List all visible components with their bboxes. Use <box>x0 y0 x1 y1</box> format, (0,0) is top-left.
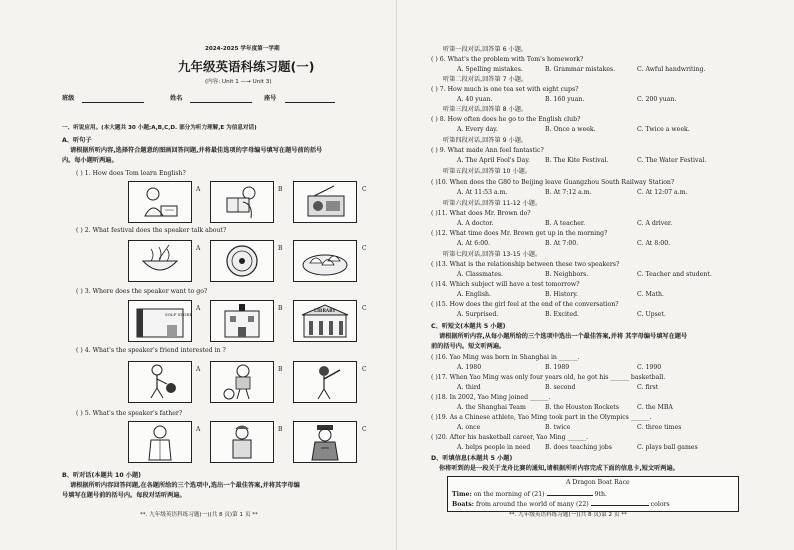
info-card <box>447 476 739 512</box>
dialog-2-heading: 听第二段对话,回答第 7 小题。 <box>443 76 528 83</box>
option-a-label: A <box>196 305 201 312</box>
question-2: ( ) 2. What festival does the speaker talk about? <box>76 227 227 234</box>
page-footer: **. 九年级英语科练习题(一)(共 8 页)第 1 页 ** <box>140 512 258 518</box>
content-range: (内容: Unit 1 —→ Unit 3) <box>205 79 272 85</box>
q9-option-b: B. The Kite Festival. <box>545 157 609 164</box>
q16-option-c: C. 1990 <box>637 364 662 371</box>
dialog-4-heading: 听第四段对话,回答第 9 小题。 <box>443 137 528 144</box>
section-a-instructions-2: 内。每小题听两遍。 <box>62 157 118 164</box>
section-c-heading: C、听短文(本题共 5 小题) <box>431 323 506 330</box>
blank-21[interactable] <box>547 489 593 496</box>
q2-picture-c-dumplings[interactable] <box>293 240 357 282</box>
q14-option-b: B. History. <box>545 291 578 298</box>
question-15: ( )15. How does the girl feel at the end of the conversation? <box>431 301 619 308</box>
card-boats-end: colors <box>650 501 670 508</box>
question-12: ( )12. What time does Mr. Brown get up in the morning? <box>431 230 608 237</box>
q18-option-b: B. the Houston Rockets <box>545 404 619 411</box>
q9-option-c: C. The Water Festival. <box>637 157 707 164</box>
question-6: ( ) 6. What's the problem with Tom's homework? <box>431 56 584 63</box>
option-a-label: A <box>196 366 201 373</box>
name-field[interactable] <box>190 102 252 103</box>
dialog-5-heading: 听第五段对话,回答第 10 小题。 <box>443 168 532 175</box>
section-c-instructions-1: 请根据所听内容,从每小题所给的三个选项中选出一个最佳答案,并将 其字母编号填写在题号 <box>439 333 688 340</box>
school-year: 2024-2025 学年度第一学期 <box>205 46 280 52</box>
question-14: ( )14. Which subject will have a test tomorrow? <box>431 281 580 288</box>
dialog-3-heading: 听第三段对话,回答第 8 小题。 <box>443 106 528 113</box>
q11-option-c: C. A driver. <box>637 220 673 227</box>
seat-field[interactable] <box>285 102 335 103</box>
q3-picture-a-store[interactable] <box>128 300 192 342</box>
q12-option-a: A. At 6:00. <box>457 240 491 247</box>
q12-option-c: C. At 8:00. <box>637 240 671 247</box>
q3-picture-b-hospital[interactable] <box>210 300 274 342</box>
option-c-label: C <box>362 305 367 312</box>
q17-option-c: C. first <box>637 384 659 391</box>
option-b-label: B <box>278 366 283 373</box>
option-a-label: A <box>196 186 201 193</box>
card-title: A Dragon Boat Race <box>566 479 630 486</box>
q12-option-b: B. At 7:00. <box>545 240 579 247</box>
section-d-heading: D、听填信息(本题共 5 小题) <box>431 455 513 462</box>
card-time-text: on the morning of (21) <box>473 491 545 498</box>
q10-option-a: A. At 11:53 a.m. <box>457 189 508 196</box>
q11-option-a: A. A doctor. <box>457 220 494 227</box>
q8-option-a: A. Every day. <box>457 126 498 133</box>
q3-picture-c-library[interactable] <box>293 300 357 342</box>
q14-option-c: C. Math. <box>637 291 664 298</box>
class-label: 班级 <box>62 95 75 102</box>
option-b-label: B <box>278 305 283 312</box>
option-c-label: C <box>362 426 367 433</box>
blank-22[interactable] <box>591 499 649 506</box>
section-c-instructions-2: 前的括号内。短文听两遍。 <box>431 343 506 350</box>
section-b-instructions-1: 请根据所听内容回答问题,在各题所给的三个选项中,选出一个最佳答案,并将其字母编 <box>70 482 300 489</box>
name-label: 姓名 <box>170 95 183 102</box>
q6-option-c: C. Awful handwriting. <box>637 66 706 73</box>
q1-picture-c-radio[interactable] <box>293 181 357 223</box>
q7-option-a: A. 40 yuan. <box>457 96 493 103</box>
q16-option-b: B. 1989 <box>545 364 570 371</box>
q19-option-c: C. three times <box>637 424 682 431</box>
question-3: ( ) 3. Where does the speaker want to go? <box>76 288 208 295</box>
q5-picture-c-policeman[interactable] <box>293 421 357 463</box>
option-b-label: B <box>278 186 283 193</box>
question-7: ( ) 7. How much is one tea set with eight cups? <box>431 86 579 93</box>
option-c-label: C <box>362 186 367 193</box>
q18-option-c: C. the MBA <box>637 404 673 411</box>
option-a-label: A <box>196 426 201 433</box>
question-1: ( ) 1. How does Tom learn English? <box>76 170 186 177</box>
question-8: ( ) 8. How often does he go to the English club? <box>431 116 581 123</box>
page-footer: **. 九年级英语科练习题(一)(共 8 页)第 2 页 ** <box>509 512 627 518</box>
q20-option-a: A. helps people in need <box>457 444 531 451</box>
option-c-label: C <box>362 366 367 373</box>
q20-option-c: C. plays ball games <box>637 444 698 451</box>
q10-option-b: B. At 7:12 a.m. <box>545 189 592 196</box>
library-sign: LIBRARY <box>314 308 336 313</box>
q4-picture-a-basketball[interactable] <box>128 361 192 403</box>
q7-option-c: C. 200 yuan. <box>637 96 677 103</box>
seat-label: 座号 <box>264 95 277 102</box>
question-19: ( )19. As a Chinese athlete, Yao Ming took part in the Olympics ______. <box>431 414 652 421</box>
page-title: 九年级英语科练习题(一) <box>178 59 315 74</box>
question-5: ( ) 5. What's the speaker's father? <box>76 410 183 417</box>
option-c-label: C <box>362 245 367 252</box>
q17-option-b: B. second <box>545 384 576 391</box>
q1-picture-a-student-writing[interactable] <box>128 181 192 223</box>
q2-picture-a-noodles[interactable] <box>128 240 192 282</box>
q13-option-a: A. Classmates. <box>457 271 504 278</box>
q15-option-a: A. Surprised. <box>457 311 499 318</box>
dialog-1-heading: 听第一段对话,回答第 6 小题。 <box>443 46 528 53</box>
q16-option-a: A. 1980 <box>457 364 482 371</box>
q1-picture-b-reading-book[interactable] <box>210 181 274 223</box>
q20-option-b: B. does teaching jobs <box>545 444 612 451</box>
page-2 <box>397 0 794 550</box>
section-a-heading: A、听句子 <box>62 137 92 144</box>
q15-option-b: B. Excited. <box>545 311 580 318</box>
q13-option-b: B. Neighbors. <box>545 271 589 278</box>
question-16: ( )16. Yao Ming was born in Shanghai in ______. <box>431 354 580 361</box>
q10-option-c: C. At 12:07 a.m. <box>637 189 688 196</box>
q18-option-a: A. the Shanghai Team <box>457 404 526 411</box>
section-d-instructions: 你将听到的是一段关于龙舟比赛的通知,请根据所听内容完成下面的信息卡,短文听两遍。 <box>439 465 679 472</box>
question-4: ( ) 4. What's the speaker's friend interested in ? <box>76 347 226 354</box>
option-b-label: B <box>278 245 283 252</box>
q4-picture-c-baseball[interactable] <box>293 361 357 403</box>
card-boats-label: Boats: <box>452 501 474 508</box>
question-18: ( )18. In 2002, Yao Ming joined ______. <box>431 394 551 401</box>
q2-picture-b-mooncake[interactable] <box>210 240 274 282</box>
card-time-label: Time: <box>452 491 472 498</box>
section-b-instructions-2: 号填写在题号前的括号内。每段对话听两遍。 <box>62 492 186 499</box>
q8-option-b: B. Once a week. <box>545 126 596 133</box>
q13-option-c: C. Teacher and student. <box>637 271 712 278</box>
card-boats-text: from around the world of many (22) <box>475 501 589 508</box>
question-20: ( )20. After his basketball career, Yao Ming ______. <box>431 434 589 441</box>
section-b-heading: B、听对话(本题共 10 小题) <box>62 472 141 479</box>
class-field[interactable] <box>82 102 144 103</box>
q7-option-b: B. 160 yuan. <box>545 96 585 103</box>
q9-option-a: A. The April Fool's Day. <box>457 157 530 164</box>
question-11: ( )11. What does Mr. Brown do? <box>431 210 531 217</box>
q5-picture-a-doctor[interactable] <box>128 421 192 463</box>
q6-option-a: A. Spelling mistakes. <box>457 66 523 73</box>
q8-option-c: C. Twice a week. <box>637 126 690 133</box>
question-13: ( )13. What is the relationship between these two speakers? <box>431 261 620 268</box>
option-b-label: B <box>278 426 283 433</box>
store-sign: SOLF STORE <box>165 312 193 317</box>
card-time-end: 9th. <box>594 491 607 498</box>
question-9: ( ) 9. What made Ann feel fantastic? <box>431 147 544 154</box>
q5-picture-b-worker[interactable] <box>210 421 274 463</box>
option-a-label: A <box>196 245 201 252</box>
q4-picture-b-soccer[interactable] <box>210 361 274 403</box>
q19-option-a: A. once <box>457 424 481 431</box>
q11-option-b: B. A teacher. <box>545 220 586 227</box>
q17-option-a: A. third <box>457 384 481 391</box>
question-17: ( )17. When Yao Ming was only four years old, he got his ______ basketball. <box>431 374 666 381</box>
q19-option-b: B. twice <box>545 424 571 431</box>
q6-option-b: B. Grammar mistakes. <box>545 66 616 73</box>
question-10: ( )10. When does the G80 to Beijing leave Guangzhou South Railway Station? <box>431 179 675 186</box>
dialog-6-heading: 听第六段对话,回答第 11-12 小题。 <box>443 200 542 207</box>
section-a-instructions-1: 请根据所听内容,选择符合题意的图画回答问题,并将最佳选项的字母编号填写在题号前的括号 <box>70 147 323 154</box>
q15-option-c: C. Upset. <box>637 311 666 318</box>
q14-option-a: A. English. <box>457 291 491 298</box>
part1-heading: 一、听说应用。(本大题共 30 小题;A,B,C,D. 部分为听力理解,E 为信息对话) <box>62 125 257 131</box>
dialog-7-heading: 听第七段对话,回答第 13-15 小题。 <box>443 251 542 258</box>
